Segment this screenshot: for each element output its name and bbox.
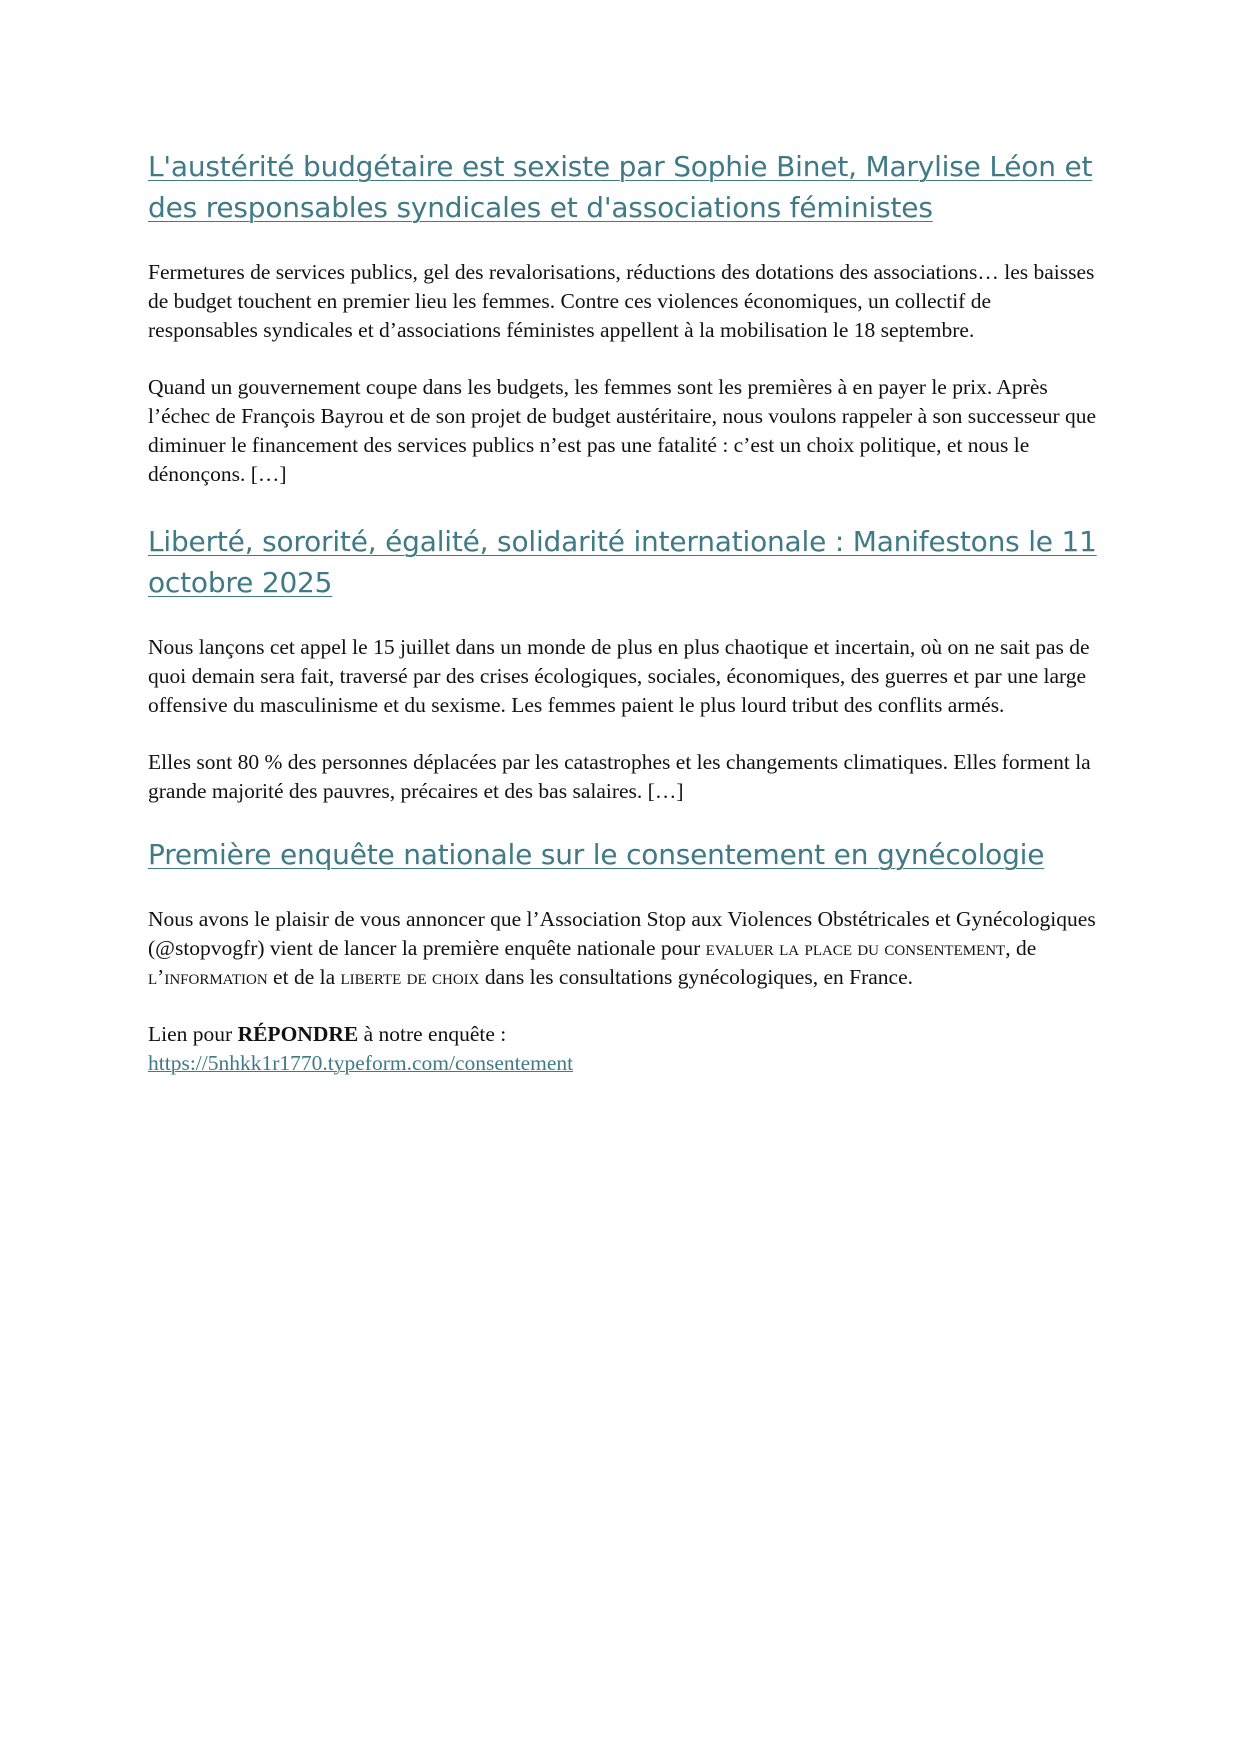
intro-text: dans les consultations gynécologiques, en France. — [479, 965, 913, 989]
intro-smallcaps: evaluer la place du consentement — [705, 936, 1006, 960]
link-strong: RÉPONDRE — [237, 1022, 359, 1046]
intro-smallcaps: liberte de choix — [340, 965, 480, 989]
article-title-austerite[interactable]: L'austérité budgétaire est sexiste par Sophie Binet, Marylise Léon et des responsables syndicales et d'associations féministes — [148, 150, 1093, 224]
article-paragraph: Nous lançons cet appel le 15 juillet dans un monde de plus en plus chaotique et incertain, où on ne sait pas de quoi demain sera fait, traversé par des crises écologiques, sociales, économiques, des guerres et par une large offensive du masculinisme et du sexisme. Les femmes paient le plus lourd tribut des conflits armés. — [148, 635, 1090, 717]
link-suffix: à notre enquête : — [358, 1022, 507, 1046]
link-prefix: Lien pour — [148, 1022, 238, 1046]
article-paragraph: Quand un gouvernement coupe dans les budgets, les femmes sont les premières à en payer le prix. Après l’échec de François Bayrou et de son projet de budget austéritaire, nous voulons rappeler à son successeur que diminuer le financement des services publics n’est pas une fatalité : c’est un choix politique, et nous le dénonçons. […] — [148, 375, 1097, 486]
survey-link[interactable]: https://5nhkk1r1770.typeform.com/consentement — [148, 1051, 574, 1075]
article-paragraph — [148, 905, 1098, 992]
survey-link-paragraph — [148, 1020, 1098, 1078]
document-page — [148, 146, 1098, 1078]
article-paragraph: Fermetures de services publics, gel des revalorisations, réductions des dotations des associations… les baisses de budget touchent en premier lieu les femmes. Contre ces violences économiques, un collectif de responsables syndicales et d’associations féministes appellent à la mobilisation le 18 septembre. — [148, 260, 1095, 342]
intro-smallcaps: l’information — [148, 965, 268, 989]
intro-text: Nous avons le plaisir de vous annoncer que l’Association Stop aux Violences Obstétricales et Gynécologiques (@stopvogfr) vient de lancer la première enquête nationale pour — [148, 907, 1096, 960]
intro-text: , de — [1005, 936, 1037, 960]
article-title-enquete[interactable]: Première enquête nationale sur le consentement en gynécologie — [148, 838, 1045, 871]
article-title-manifestation[interactable]: Liberté, sororité, égalité, solidarité internationale : Manifestons le 11 octobre 2025 — [148, 525, 1097, 599]
article-paragraph: Elles sont 80 % des personnes déplacées par les catastrophes et les changements climatiques. Elles forment la grande majorité des pauvres, précaires et des bas salaires. […] — [148, 750, 1091, 803]
intro-text: et de la — [267, 965, 341, 989]
